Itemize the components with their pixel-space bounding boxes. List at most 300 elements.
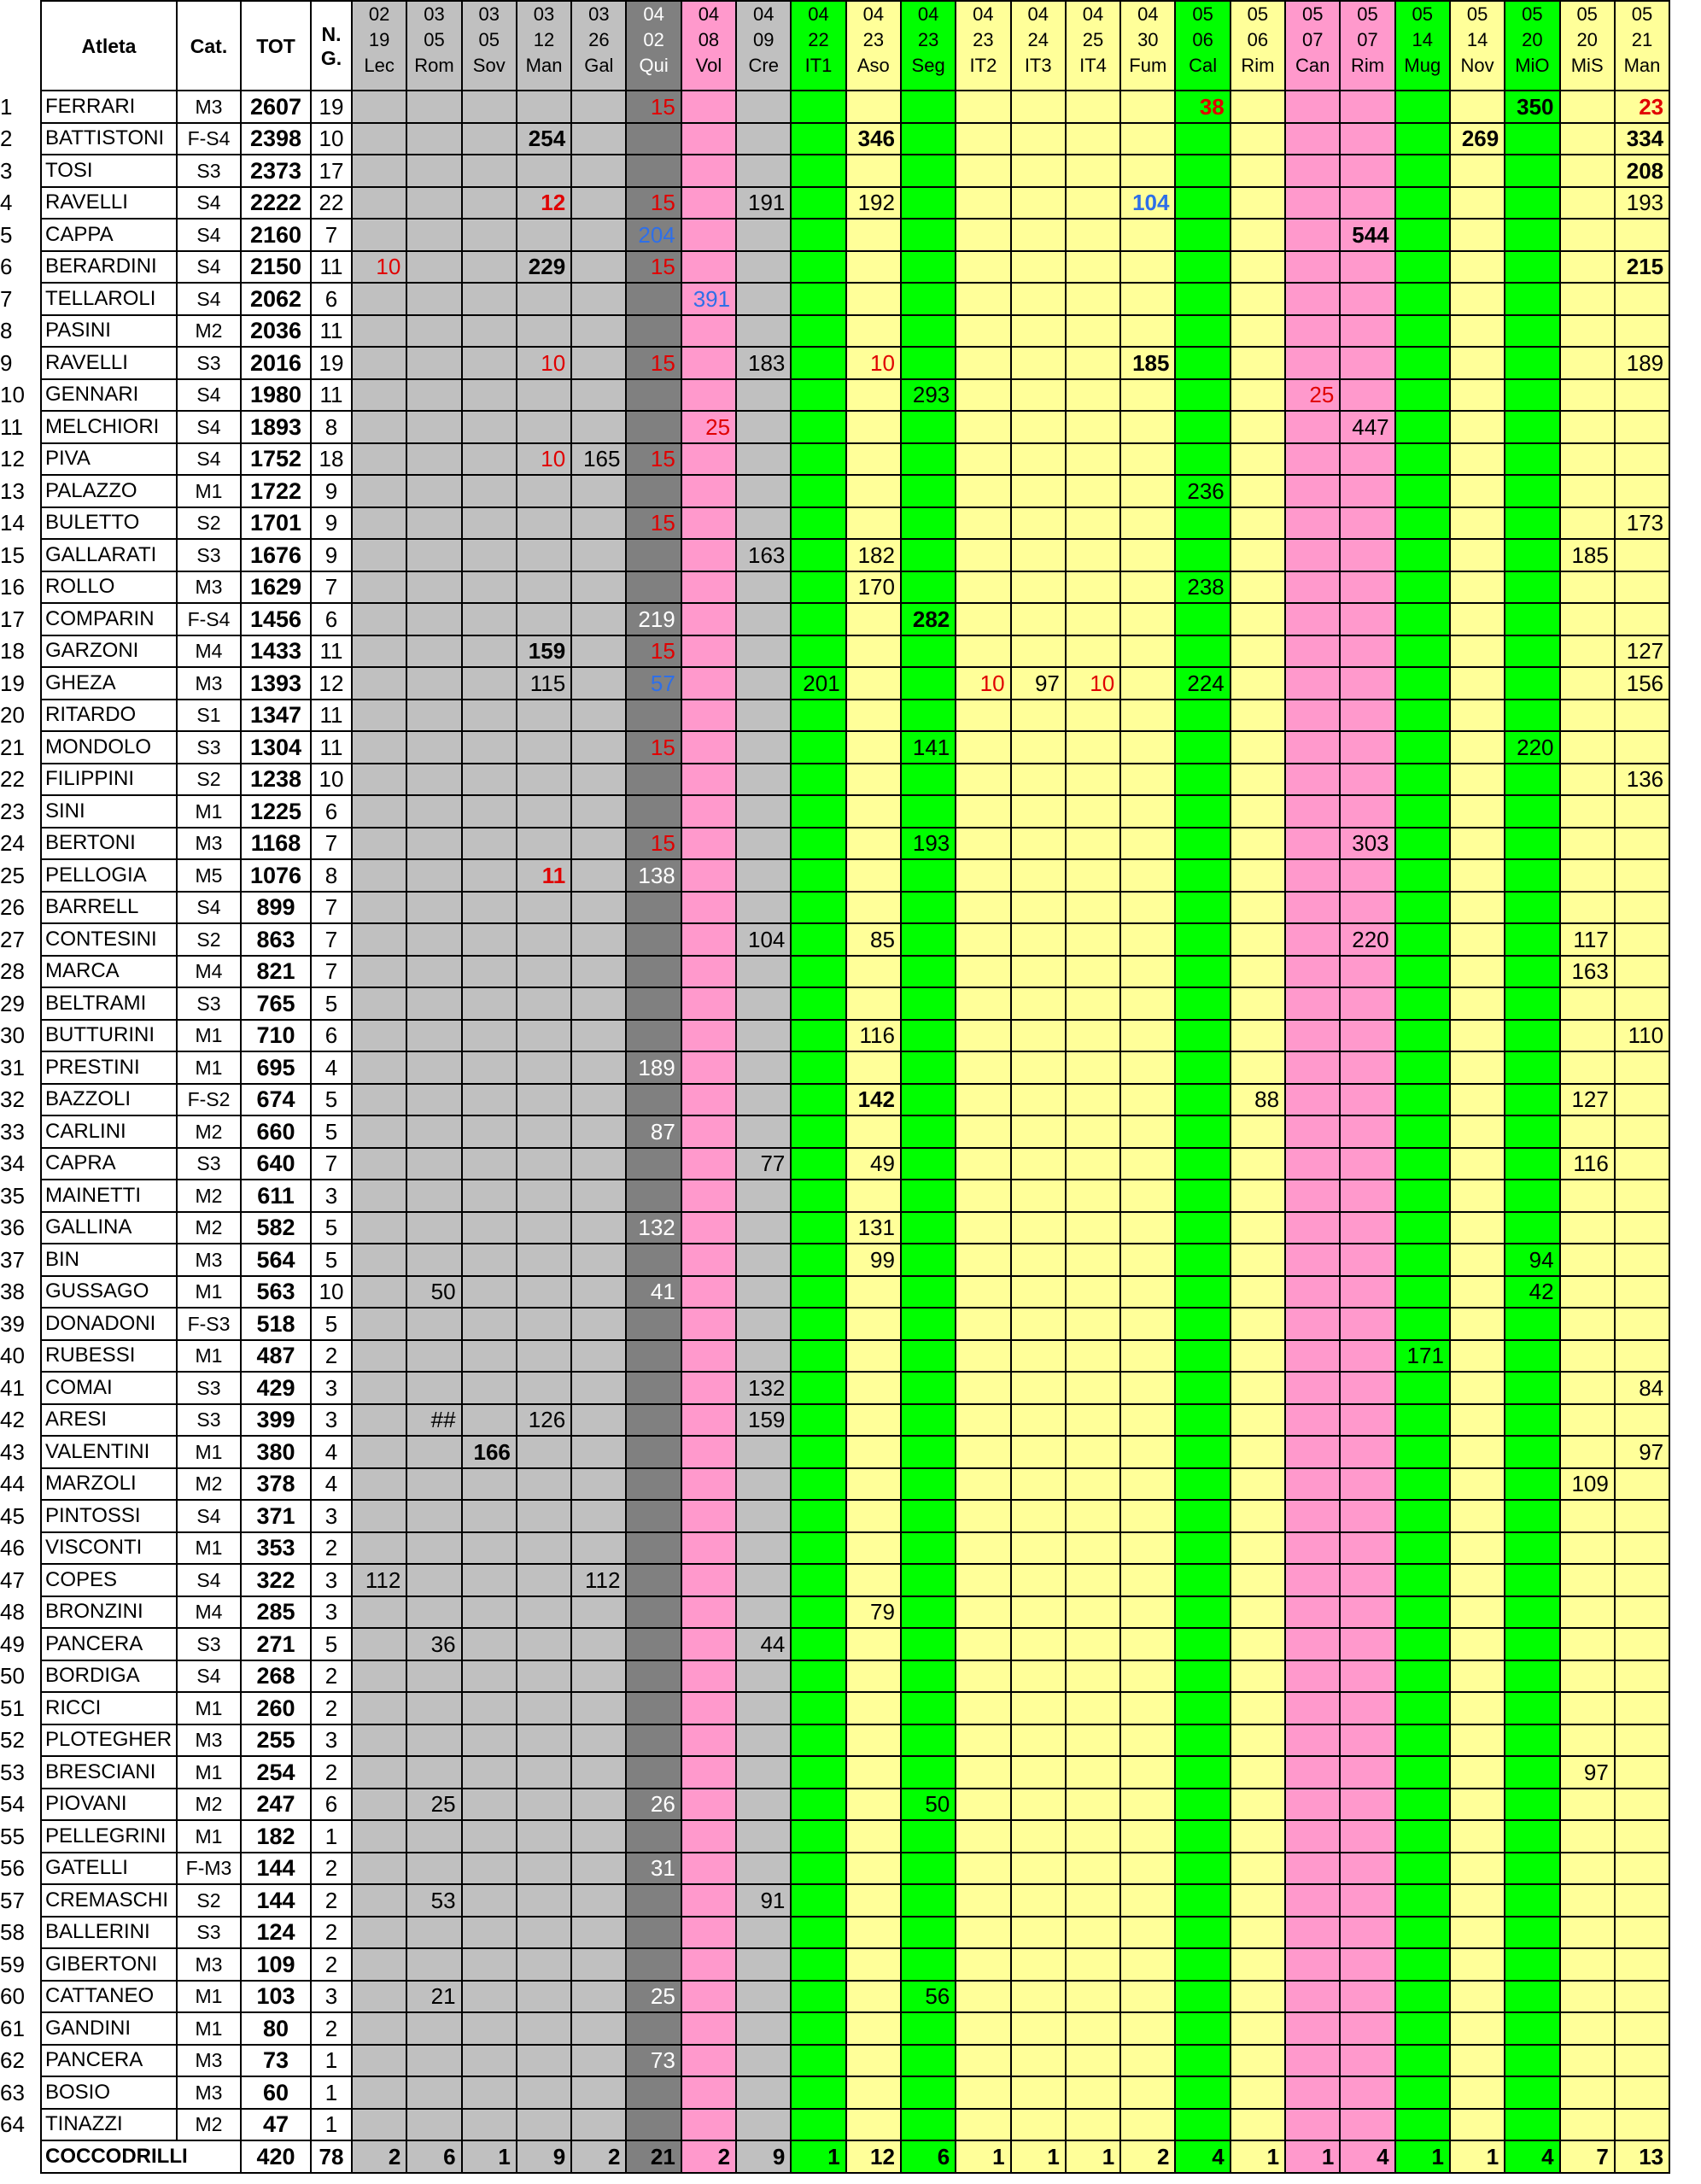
score-cell [791, 892, 845, 924]
score-cell [517, 507, 571, 540]
total-cell: 1701 [241, 507, 311, 540]
num-races-cell: 5 [311, 1084, 352, 1116]
score-cell [901, 283, 956, 315]
score-cell: 192 [846, 187, 901, 220]
category-cell: F-S4 [177, 123, 241, 155]
score-cell [681, 795, 736, 828]
score-cell [517, 1115, 571, 1148]
athlete-name: BOSIO [41, 2076, 177, 2109]
category-cell: M3 [177, 667, 241, 700]
score-cell [462, 1020, 517, 1052]
athlete-row [0, 91, 1669, 123]
score-cell [1066, 859, 1120, 892]
score-cell [1615, 1917, 1669, 1949]
score-cell [1066, 219, 1120, 251]
score-cell [1285, 1884, 1340, 1917]
score-cell [406, 347, 461, 379]
category-cell: S3 [177, 347, 241, 379]
score-cell [1340, 91, 1394, 123]
score-cell [462, 1532, 517, 1565]
rank-cell: 35 [0, 1180, 41, 1212]
score-cell [517, 1340, 571, 1373]
score-cell [352, 1628, 406, 1660]
score-cell [846, 1660, 901, 1693]
score-cell [626, 1917, 681, 1949]
score-cell [352, 347, 406, 379]
score-cell [406, 123, 461, 155]
score-cell [1066, 1981, 1120, 2013]
score-cell [352, 1532, 406, 1565]
score-cell [956, 1981, 1010, 2013]
athlete-row [0, 1564, 1669, 1596]
score-cell [681, 700, 736, 732]
score-cell [901, 1084, 956, 1116]
score-cell [1011, 2076, 1066, 2109]
score-cell [681, 1532, 736, 1565]
score-cell [956, 251, 1010, 284]
score-cell [681, 603, 736, 635]
score-cell [901, 764, 956, 796]
race-name: Mug [1404, 55, 1441, 76]
score-cell [1285, 1276, 1340, 1309]
score-cell [517, 1981, 571, 2013]
score-cell [901, 2109, 956, 2141]
score-cell [1011, 1340, 1066, 1373]
score-cell [956, 2045, 1010, 2077]
total-cell: 765 [241, 987, 311, 1020]
score-cell [626, 1596, 681, 1629]
num-races-cell: 5 [311, 1628, 352, 1660]
score-cell [1615, 1660, 1669, 1693]
score-cell [406, 1212, 461, 1244]
score-cell [1285, 987, 1340, 1020]
score-cell [956, 1692, 1010, 1724]
score-cell [1230, 1724, 1285, 1757]
score-cell: 141 [901, 731, 956, 764]
score-cell [1505, 1051, 1559, 1084]
score-cell [1285, 1500, 1340, 1532]
score-cell [681, 2076, 736, 2109]
score-cell: 49 [846, 1148, 901, 1180]
score-cell [1066, 635, 1120, 668]
score-cell [571, 507, 626, 540]
score-cell [462, 956, 517, 988]
score-cell [626, 2109, 681, 2141]
num-races-cell: 7 [311, 1148, 352, 1180]
score-cell [517, 1596, 571, 1629]
total-cell: 80 [241, 2012, 311, 2045]
score-cell [736, 2045, 791, 2077]
score-cell [681, 1180, 736, 1212]
score-cell [1120, 892, 1175, 924]
score-cell [1340, 1340, 1394, 1373]
score-cell [1340, 731, 1394, 764]
race-day: 20 [1522, 29, 1543, 50]
score-cell [1560, 828, 1615, 860]
score-cell [736, 1948, 791, 1981]
score-cell [791, 283, 845, 315]
score-cell [406, 1532, 461, 1565]
score-cell [462, 1660, 517, 1693]
score-cell [1505, 1853, 1559, 1885]
score-cell [1395, 1404, 1450, 1437]
num-races-cell: 5 [311, 1212, 352, 1244]
score-cell [1340, 1372, 1394, 1404]
total-cell: 640 [241, 1148, 311, 1180]
race-month: 05 [1247, 3, 1269, 25]
score-cell [1066, 315, 1120, 348]
race-count: 1 [1450, 2140, 1505, 2173]
score-cell [1230, 1884, 1285, 1917]
score-cell [352, 923, 406, 956]
score-cell [1505, 1148, 1559, 1180]
score-cell [956, 828, 1010, 860]
score-cell [406, 603, 461, 635]
score-cell [1560, 1500, 1615, 1532]
score-cell: 238 [1175, 571, 1230, 604]
score-cell [956, 1436, 1010, 1468]
score-cell [571, 892, 626, 924]
score-cell [571, 315, 626, 348]
score-cell [406, 571, 461, 604]
score-cell [1560, 1789, 1615, 1821]
score-cell [901, 892, 956, 924]
score-cell: 127 [1615, 635, 1669, 668]
num-races-cell: 5 [311, 1308, 352, 1340]
rank-cell: 9 [0, 347, 41, 379]
score-cell [571, 1180, 626, 1212]
score-cell [846, 635, 901, 668]
score-cell [571, 1500, 626, 1532]
score-cell [1340, 1115, 1394, 1148]
score-cell: 544 [1340, 219, 1394, 251]
total-cell: 1752 [241, 443, 311, 476]
score-cell [901, 1051, 956, 1084]
score-cell [956, 283, 1010, 315]
score-cell [901, 1436, 956, 1468]
num-races-cell: 5 [311, 987, 352, 1020]
category-cell: M1 [177, 2012, 241, 2045]
score-cell [1285, 892, 1340, 924]
score-cell [1505, 1884, 1559, 1917]
score-cell [406, 1853, 461, 1885]
category-cell: S3 [177, 155, 241, 187]
score-cell [1560, 667, 1615, 700]
total-cell: 124 [241, 1917, 311, 1949]
score-cell [406, 859, 461, 892]
score-cell [1560, 251, 1615, 284]
race-day: 23 [917, 29, 939, 50]
score-cell [1340, 1020, 1394, 1052]
score-cell [1285, 2076, 1340, 2109]
score-cell [956, 1020, 1010, 1052]
score-cell [736, 2076, 791, 2109]
score-cell: 219 [626, 603, 681, 635]
score-cell [901, 1148, 956, 1180]
score-cell [1066, 987, 1120, 1020]
total-cell: 582 [241, 1212, 311, 1244]
score-cell [626, 2076, 681, 2109]
score-cell [517, 1020, 571, 1052]
score-cell [1450, 315, 1505, 348]
score-cell [1285, 187, 1340, 220]
score-cell [1560, 1596, 1615, 1629]
score-cell [846, 475, 901, 507]
race-header-2 [406, 1, 461, 91]
score-cell [1175, 764, 1230, 796]
score-cell [1120, 1884, 1175, 1917]
score-cell [956, 1468, 1010, 1501]
score-cell [1615, 1532, 1669, 1565]
score-cell [352, 956, 406, 988]
score-cell: 99 [846, 1244, 901, 1276]
score-cell [1505, 1564, 1559, 1596]
score-cell [791, 1564, 845, 1596]
score-cell [406, 1372, 461, 1404]
score-cell [517, 379, 571, 412]
category-cell: M1 [177, 1276, 241, 1309]
rank-cell: 32 [0, 1084, 41, 1116]
total-cell: 109 [241, 1948, 311, 1981]
score-cell [901, 1244, 956, 1276]
score-cell [1395, 1564, 1450, 1596]
score-cell [571, 635, 626, 668]
score-cell [1066, 187, 1120, 220]
score-cell [1560, 1436, 1615, 1468]
score-cell [462, 1884, 517, 1917]
score-cell [1285, 1948, 1340, 1981]
athlete-row [0, 1500, 1669, 1532]
rank-cell: 37 [0, 1244, 41, 1276]
score-cell: 23 [1615, 91, 1669, 123]
race-name: Seg [911, 55, 945, 76]
score-cell [681, 828, 736, 860]
athlete-row [0, 828, 1669, 860]
score-cell [1285, 507, 1340, 540]
race-count: 7 [1560, 2140, 1615, 2173]
score-cell [1011, 1436, 1066, 1468]
race-name: Lec [364, 55, 395, 76]
score-cell [1066, 603, 1120, 635]
score-cell: 97 [1560, 1756, 1615, 1789]
rank-cell: 6 [0, 251, 41, 284]
score-cell [517, 315, 571, 348]
score-cell [1175, 1981, 1230, 2013]
score-cell [791, 1180, 845, 1212]
category-header: Cat. [177, 1, 241, 91]
total-cell: 353 [241, 1532, 311, 1565]
score-cell [791, 187, 845, 220]
score-cell [571, 1789, 626, 1821]
score-cell [736, 795, 791, 828]
score-cell [901, 1180, 956, 1212]
num-races-cell: 22 [311, 187, 352, 220]
score-cell [1066, 507, 1120, 540]
score-cell [406, 1020, 461, 1052]
score-cell [352, 91, 406, 123]
score-cell [901, 539, 956, 571]
num-races-cell: 2 [311, 1340, 352, 1373]
score-cell [1285, 1660, 1340, 1693]
score-cell [791, 859, 845, 892]
score-cell [1066, 1436, 1120, 1468]
category-cell: S4 [177, 1564, 241, 1596]
race-name: Vol [695, 55, 722, 76]
score-cell [626, 987, 681, 1020]
score-cell [846, 667, 901, 700]
score-cell: 163 [1560, 956, 1615, 988]
num-races-cell: 6 [311, 795, 352, 828]
score-cell [406, 1148, 461, 1180]
score-cell [1066, 1372, 1120, 1404]
score-cell: 56 [901, 1981, 956, 2013]
score-cell [791, 731, 845, 764]
score-cell [1340, 2045, 1394, 2077]
total-header: TOT [241, 1, 311, 91]
score-cell [1120, 1372, 1175, 1404]
total-cell: 255 [241, 1724, 311, 1757]
score-cell [1340, 859, 1394, 892]
score-cell [1175, 1628, 1230, 1660]
score-cell [1505, 1981, 1559, 2013]
score-cell [736, 1981, 791, 2013]
score-cell [1615, 795, 1669, 828]
race-header-1 [352, 1, 406, 91]
score-cell [352, 1148, 406, 1180]
score-cell [736, 828, 791, 860]
score-cell [1285, 251, 1340, 284]
score-cell: 220 [1340, 923, 1394, 956]
race-month: 05 [1192, 3, 1213, 25]
header-row [0, 1, 1669, 91]
total-cell: 380 [241, 1436, 311, 1468]
score-cell [681, 1276, 736, 1309]
num-races-cell: 4 [311, 1436, 352, 1468]
score-cell [1450, 411, 1505, 443]
score-cell [791, 315, 845, 348]
score-cell [1230, 2076, 1285, 2109]
score-cell [1395, 1180, 1450, 1212]
score-cell [517, 795, 571, 828]
score-cell [1505, 859, 1559, 892]
score-cell [406, 2076, 461, 2109]
score-cell [1120, 1340, 1175, 1373]
score-cell [1285, 219, 1340, 251]
score-cell [1395, 507, 1450, 540]
score-cell [1230, 1981, 1285, 2013]
score-cell [1395, 1724, 1450, 1757]
score-cell [1285, 1628, 1340, 1660]
score-cell [681, 475, 736, 507]
score-cell [1066, 892, 1120, 924]
category-cell: M1 [177, 1756, 241, 1789]
score-cell [352, 1596, 406, 1629]
score-cell [1340, 1820, 1394, 1853]
num-races-cell: 9 [311, 507, 352, 540]
athlete-row [0, 1724, 1669, 1757]
total-cell: 863 [241, 923, 311, 956]
score-cell [1120, 123, 1175, 155]
score-cell [571, 1244, 626, 1276]
score-cell: 115 [517, 667, 571, 700]
score-cell [1395, 1884, 1450, 1917]
score-cell [517, 1948, 571, 1981]
score-cell: 303 [1340, 828, 1394, 860]
score-cell [1175, 1468, 1230, 1501]
score-cell [791, 1532, 845, 1565]
score-cell [1395, 1436, 1450, 1468]
score-cell [736, 1115, 791, 1148]
score-cell [736, 1180, 791, 1212]
score-cell [406, 219, 461, 251]
score-cell [736, 731, 791, 764]
score-cell [1615, 1276, 1669, 1309]
score-cell [1340, 1436, 1394, 1468]
score-cell [1395, 411, 1450, 443]
score-cell [901, 956, 956, 988]
score-cell [1175, 1180, 1230, 1212]
athlete-name: TOSI [41, 155, 177, 187]
score-cell [791, 219, 845, 251]
race-header-15 [1120, 1, 1175, 91]
athlete-name: BARRELL [41, 892, 177, 924]
athlete-name: GATELLI [41, 1853, 177, 1885]
race-header-12 [956, 1, 1010, 91]
score-cell [406, 475, 461, 507]
total-cell: 1893 [241, 411, 311, 443]
score-cell: 109 [1560, 1468, 1615, 1501]
score-cell [1395, 443, 1450, 476]
score-cell [352, 2109, 406, 2141]
score-cell [736, 1660, 791, 1693]
score-cell [1340, 187, 1394, 220]
score-cell [846, 1532, 901, 1565]
score-cell [406, 700, 461, 732]
score-cell [901, 635, 956, 668]
score-cell [1450, 764, 1505, 796]
score-cell [1450, 155, 1505, 187]
score-cell [1230, 1628, 1285, 1660]
score-cell [846, 91, 901, 123]
rank-cell: 39 [0, 1308, 41, 1340]
score-cell [626, 1532, 681, 1565]
score-cell [1340, 1596, 1394, 1629]
score-cell [1230, 1276, 1285, 1309]
athlete-name: FILIPPINI [41, 764, 177, 796]
score-cell [1395, 667, 1450, 700]
num-races-cell: 7 [311, 956, 352, 988]
category-cell: M3 [177, 91, 241, 123]
race-name: Fum [1129, 55, 1167, 76]
score-cell [1560, 1884, 1615, 1917]
score-cell [406, 1564, 461, 1596]
score-cell [1011, 700, 1066, 732]
score-cell [1066, 251, 1120, 284]
score-cell [846, 1853, 901, 1885]
score-cell [1395, 987, 1450, 1020]
score-cell [571, 187, 626, 220]
score-cell [571, 219, 626, 251]
score-cell: 53 [406, 1884, 461, 1917]
score-cell [681, 1115, 736, 1148]
score-cell [846, 956, 901, 988]
score-cell: 25 [406, 1789, 461, 1821]
num-races-cell: 11 [311, 700, 352, 732]
score-cell [571, 1820, 626, 1853]
score-cell [1395, 2012, 1450, 2045]
num-races-cell: 2 [311, 1917, 352, 1949]
score-cell [956, 1340, 1010, 1373]
